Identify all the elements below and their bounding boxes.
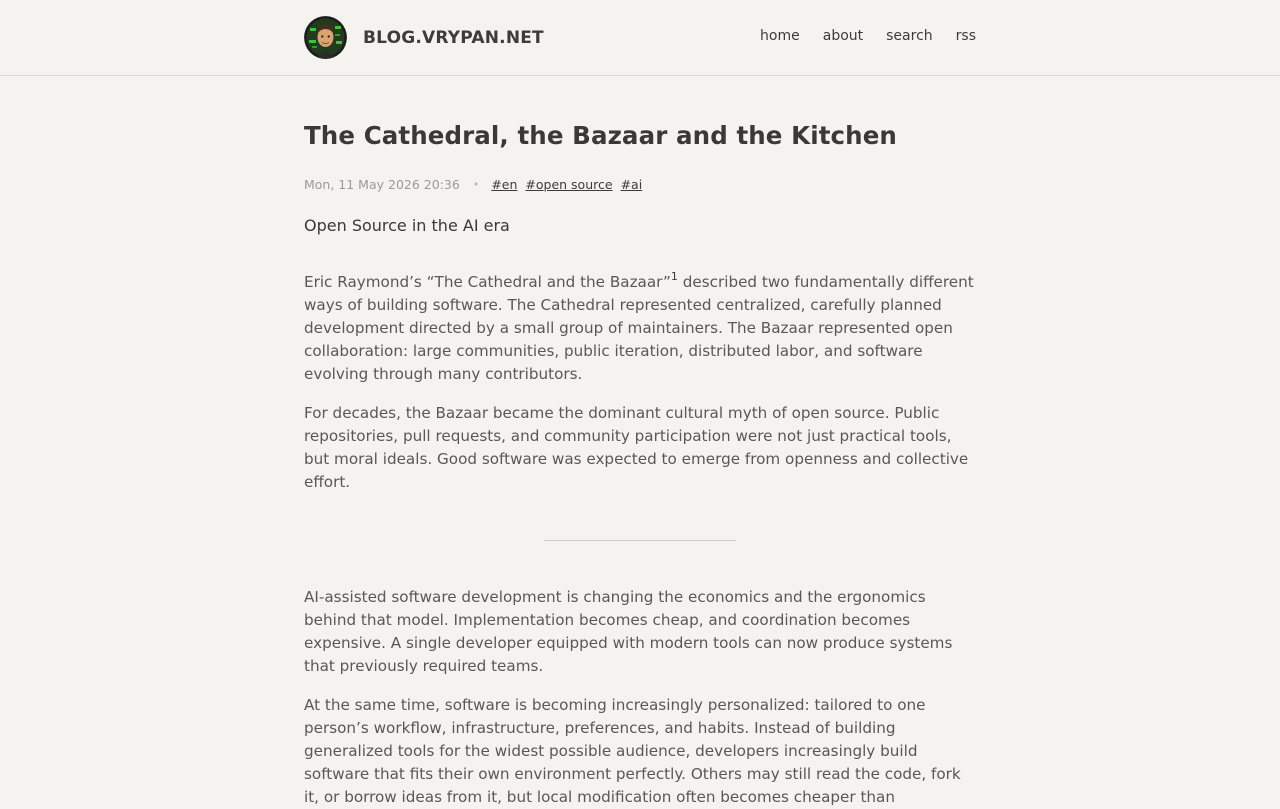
nav-home-link[interactable]: home (760, 28, 800, 44)
site-header (0, 0, 1280, 76)
tag-open-source-link[interactable]: #open source (525, 177, 613, 192)
paragraph-2: For decades, the Bazaar became the dominant cultural myth of open source. Public repositories, pull requests, and community participation were not just practical tools, but moral ideals. Good software was expected to emerge from openness and collective effort. (304, 404, 969, 491)
paragraph-3: AI-assisted software development is changing the economics and the ergonomics behind that model. Implementation becomes cheap, and coordination becomes expensive. A single developer equipped with modern tools can now produce systems that previously required teams. (304, 588, 953, 675)
tag-en-link[interactable]: #en (491, 177, 518, 192)
nav-about-link[interactable]: about (822, 28, 864, 44)
paragraph-1 (304, 271, 976, 386)
meta-separator: • (472, 178, 480, 191)
post-body (304, 271, 976, 809)
paragraph-1-end: described two fundamentally different ways of building software. The Cathedral represented centralized, carefully planned development directed by a small group of maintainers. The Bazaar represented open collaboration: large communities, public iteration, distributed labor, and software evolving through many contributors. (304, 273, 974, 383)
post-date: Mon, 11 May 2026 20:36 (304, 177, 460, 192)
site-brand-link[interactable] (304, 16, 544, 59)
section-divider (544, 540, 736, 541)
paragraph-4: At the same time, software is becoming increasingly personalized: tailored to one person’s workflow, infrastructure, preferences, and habits. Instead of building generalized tools for the widest possible audience, developers increasingly build software that fits their own environment perfectly. Others may still read the code, fork it, or borrow ideas from it, but local modification often becomes cheaper than (304, 696, 961, 806)
post-content (304, 118, 976, 809)
avatar-portrait-icon[interactable] (304, 16, 347, 59)
main-nav (760, 26, 976, 46)
post-meta (304, 175, 976, 195)
nav-search-link[interactable]: search (886, 28, 933, 44)
site-title[interactable]: BLOG.VRYPAN.NET (363, 27, 544, 48)
tag-ai-link[interactable]: #ai (620, 177, 643, 192)
post-title: The Cathedral, the Bazaar and the Kitchen (304, 121, 897, 150)
footnote-ref (671, 270, 678, 283)
nav-rss-link[interactable]: rss (955, 28, 976, 44)
footnote-1-link[interactable]: 1 (670, 270, 678, 283)
paragraph-1-start: Eric Raymond’s “The Cathedral and the Bazaar” (304, 273, 671, 291)
post-subtitle: Open Source in the AI era (304, 216, 510, 235)
